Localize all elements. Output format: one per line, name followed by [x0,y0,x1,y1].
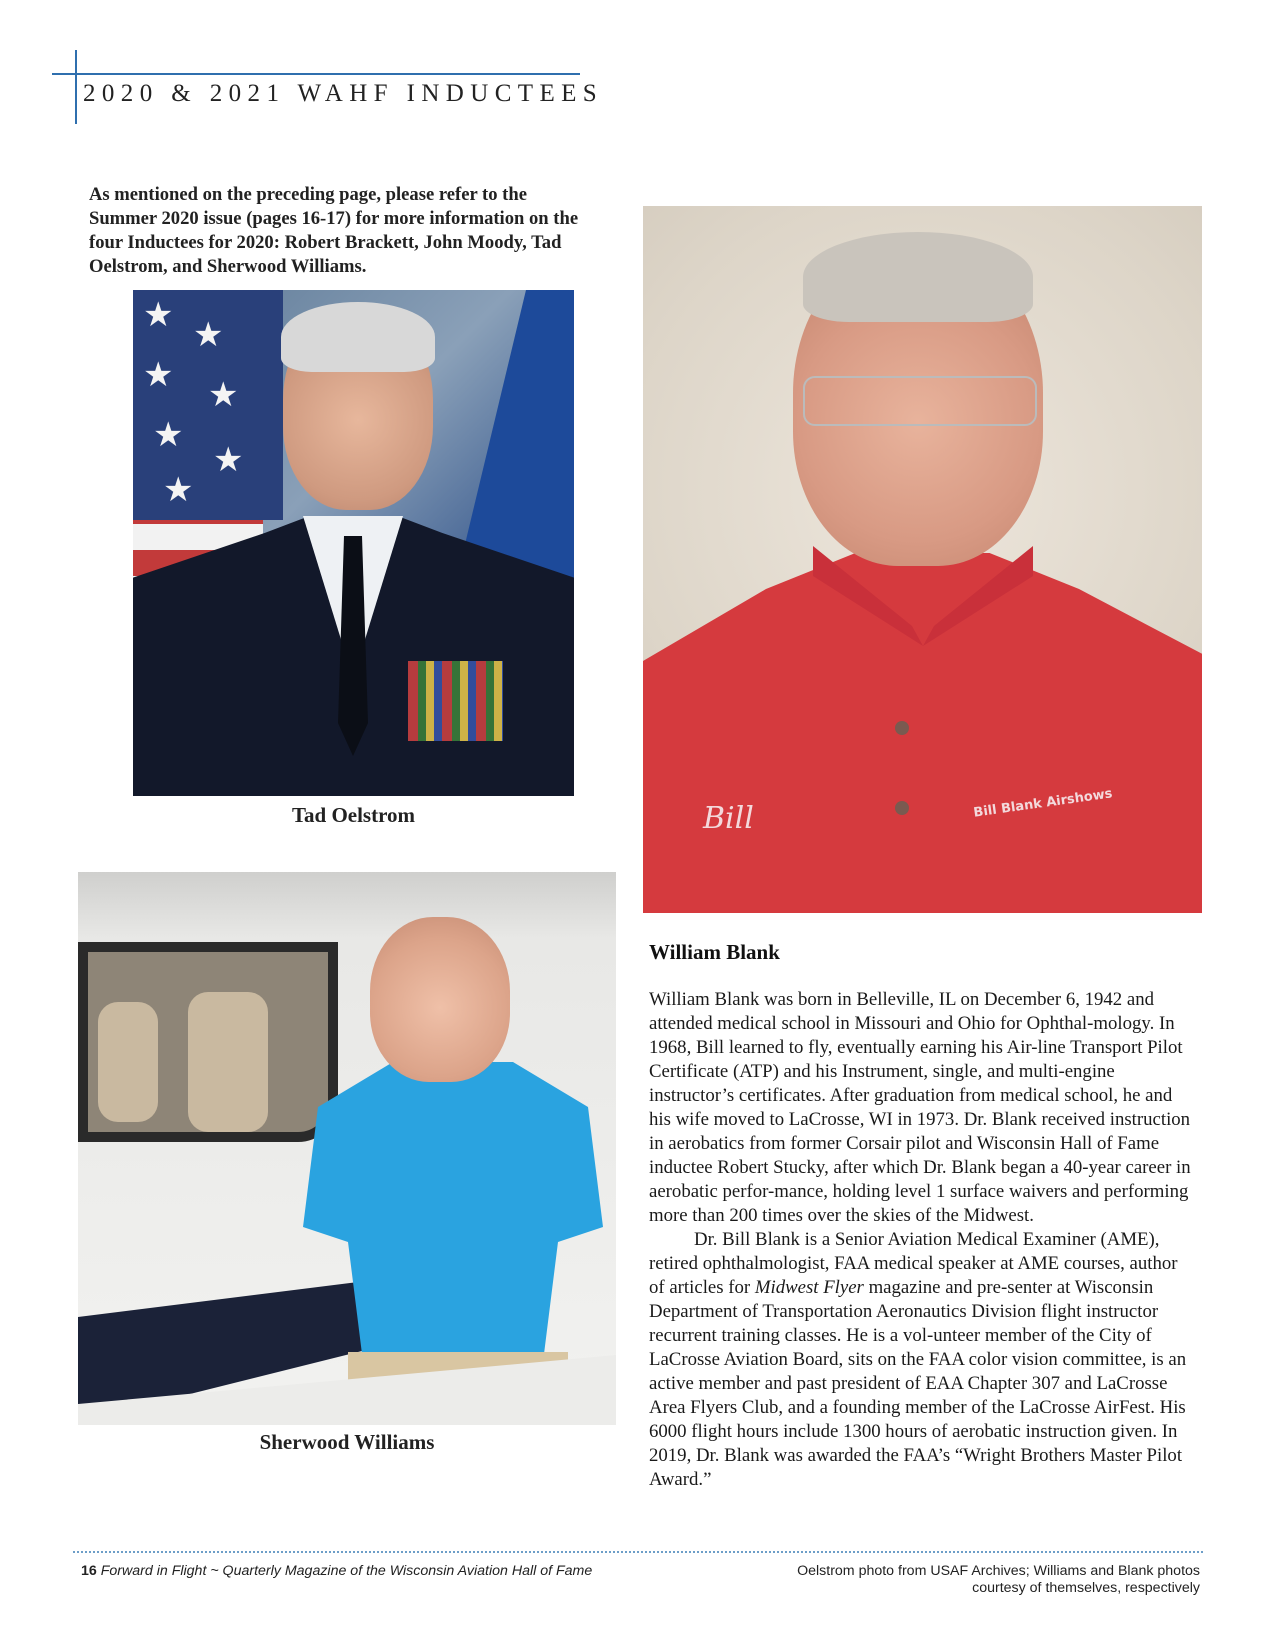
star-icon: ★ [153,415,184,455]
photo-william-blank [643,206,1202,913]
photo-credits [740,1563,1200,1597]
star-icon: ★ [193,315,224,355]
header-rule-vertical [75,50,77,124]
us-flag-canton [133,290,283,520]
paragraph-2-start: Dr. Bill Blank is a Senior Aviation Medical Examiner (AME), retired ophthalmologist, FAA medical speaker at AME courses, author of articles for [649,1229,1178,1298]
star-icon: ★ [213,440,244,480]
caption-tad-oelstrom: Tad Oelstrom [291,803,416,827]
shirt-button [895,721,909,735]
star-icon: ★ [163,470,194,510]
article-paragraph-1: William Blank was born in Belleville, IL on December 6, 1942 and attended medical school in Missouri and Ohio for Ophthal-mology. In 1968, Bill learned to fly, eventually earning his Air-line Transport Pilot Certificate (ATP) and his Instrument, single, and multi-engine instructor’s certificates. After graduation from medical school, he and his wife moved to LaCrosse, WI in 1973. Dr. Blank received instruction in aerobatics from former Corsair pilot and Wisconsin Hall of Fame inductee Robert Stucky, after which Dr. Blank began a 40-year career in aerobatic perfor-mance, holding level 1 surface waivers and performing more than 200 times over the skies of the Midwest. [649,989,1191,1226]
article-heading: William Blank [649,940,780,964]
article-paragraph-2 [649,1228,1194,1492]
embroidery-logo: Bill Blank Airshows [972,786,1114,821]
caption-sherwood-williams: Sherwood Williams [259,1430,435,1454]
article-body [649,988,1194,1492]
ribbons [408,661,503,741]
page-number: 16 [81,1563,97,1579]
photo-tad-oelstrom [133,290,574,796]
photo-credit-line-2: courtesy of themselves, respectively [972,1580,1200,1596]
seat [188,992,268,1132]
footer-divider [73,1551,1203,1553]
red-polo-shirt [643,553,1202,913]
header-rule-horizontal [52,73,580,75]
paragraph-2-end: magazine and pre-senter at Wisconsin Department of Transportation Aeronautics Division flight instructor recurrent training classes. He is a vol-unteer member of the City of LaCrosse Aviation Board, sits on the FAA color vision committee, is an active member and past president of EAA Chapter 307 and LaCrosse Area Flyers Club, and a founding member of the LaCrosse AirFest. His 6000 flight hours include 1300 hours of aerobatic instruction given. In 2019, Dr. Blank was awarded the FAA’s “Wright Brothers Master Pilot Award.” [649,1277,1187,1490]
shirt-button [895,801,909,815]
star-icon: ★ [143,355,174,395]
face [370,917,510,1082]
glasses [803,376,1037,426]
embroidery-name: Bill [703,801,754,836]
star-icon: ★ [143,295,174,335]
hair [281,302,435,372]
section-title: 2020 & 2021 WAHF INDUCTEES [83,80,604,107]
photo-credit-line-1: Oelstrom photo from USAF Archives; Williams and Blank photos [797,1563,1200,1579]
intro-paragraph: As mentioned on the preceding page, please refer to the Summer 2020 issue (pages 16-17) for more information on the four Inductees for 2020: Robert Brackett, John Moody, Tad Oelstrom, and Sherwood Williams. [89,184,579,277]
magazine-name: Forward in Flight ~ Quarterly Magazine of the Wisconsin Aviation Hall of Fame [100,1563,593,1579]
hair [803,232,1033,322]
footer-magazine-line [81,1563,592,1579]
photo-sherwood-williams [78,872,616,1425]
publication-title: Midwest Flyer [754,1277,864,1298]
star-icon: ★ [208,375,239,415]
airplane-window [78,942,338,1142]
seat [98,1002,158,1122]
